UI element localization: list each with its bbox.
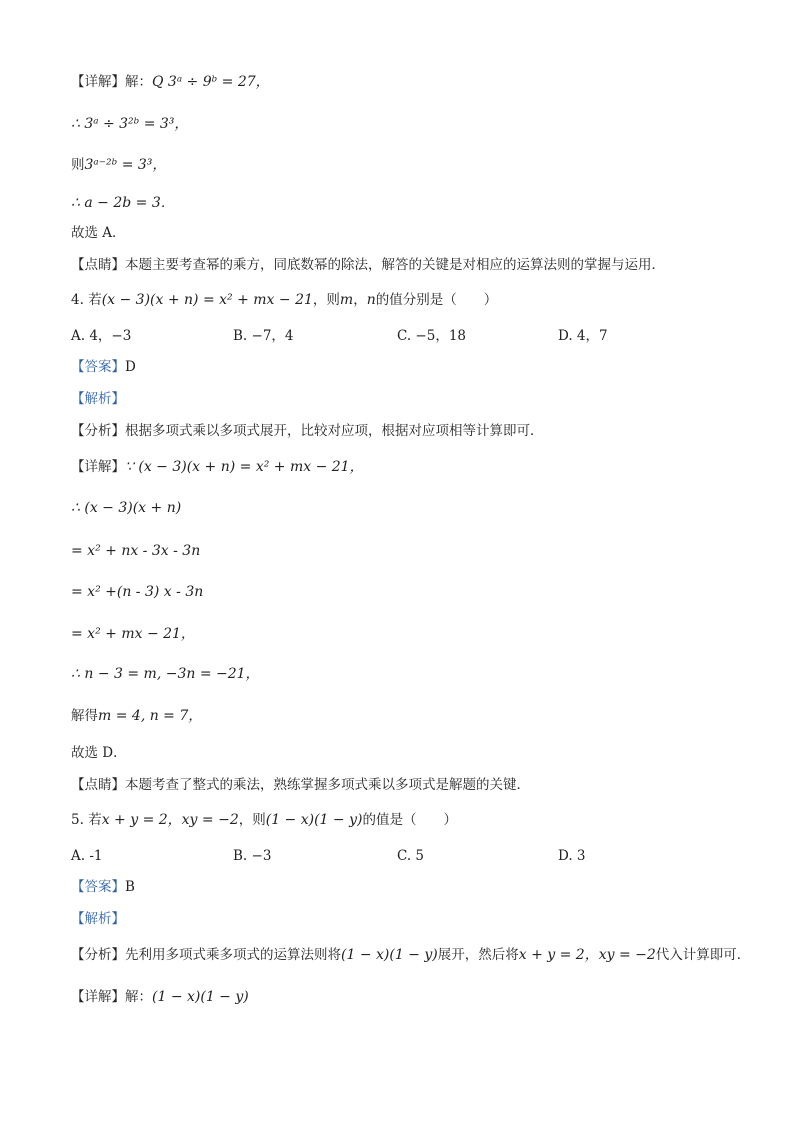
answer-choice-line: 故选 D． <box>71 745 127 761</box>
solution-line-4 <box>71 193 754 213</box>
answer-tag: 【答案】 <box>71 359 125 375</box>
equation: 3ᵃ⁻²ᵇ = 3³， <box>84 157 167 173</box>
detail-tag: 【详解】 <box>71 74 125 90</box>
answer-choice-line: 故选 A． <box>71 225 126 241</box>
option-b: B. −7，4 <box>233 328 294 344</box>
question-5: 5. 若x + y = 2，xy = −2，则(1 − x)(1 − y)的值是（ ） <box>71 812 457 828</box>
analysis-subtag: 【分析】 <box>71 423 125 439</box>
question-number: 4. <box>71 292 84 308</box>
answer-line: 【答案】D <box>71 359 136 375</box>
equation: (1 − x)(1 − y) <box>265 812 363 828</box>
detail-line-4: = x² +(n - 3) x - 3n <box>71 584 204 600</box>
question-4: 4. 若(x − 3)(x + n) = x² + mx − 21，则m，n的值分别是（ ） <box>71 292 498 308</box>
solution-line-2 <box>71 114 754 134</box>
equation: Q 3ᵃ ÷ 9ᵇ = 27， <box>152 74 270 90</box>
answer-line: 【答案】B <box>71 879 135 895</box>
solution-line-3: 则3ᵃ⁻²ᵇ = 3³， <box>71 157 167 173</box>
analysis-tag: 【解析】 <box>71 911 125 927</box>
detail-tag: 【详解】 <box>71 989 125 1005</box>
option-b: B. −3 <box>233 848 272 864</box>
analysis-line: 【分析】先利用多项式乘多项式的运算法则将(1 − x)(1 − y)展开，然后将x + y = 2，xy = −2代入计算即可． <box>71 947 751 963</box>
detail-tag: 【详解】 <box>71 459 125 475</box>
comment-tag: 【点睛】 <box>71 257 125 273</box>
analysis-line: 【分析】根据多项式乘以多项式展开，比较对应项，根据对应项相等计算即可． <box>71 423 544 439</box>
solution-line-1: 【详解】解：Q 3ᵃ ÷ 9ᵇ = 27， <box>71 74 270 90</box>
option-a: A. -1 <box>71 848 103 864</box>
analysis-tag: 【解析】 <box>71 391 125 407</box>
detail-line-1: 【详解】∵ (x − 3)(x + n) = x² + mx − 21， <box>71 459 364 475</box>
option-a: A. 4，−3 <box>71 328 132 344</box>
equation: (x − 3)(x + n) = x² + mx − 21 <box>101 292 313 308</box>
answer-tag: 【答案】 <box>71 879 125 895</box>
option-c: C. 5 <box>397 848 425 864</box>
equation: ∴ a − 2b = 3． <box>71 195 175 211</box>
option-d: D. 4，7 <box>558 328 608 344</box>
option-d: D. 3 <box>558 848 586 864</box>
detail-line-1: 【详解】解：(1 − x)(1 − y) <box>71 989 249 1005</box>
detail-line-3: = x² + nx - 3x - 3n <box>71 543 201 559</box>
detail-line-7: 解得m = 4, n = 7， <box>71 708 203 724</box>
question-number: 5. <box>71 812 84 828</box>
detail-line-5: = x² + mx − 21， <box>71 626 195 642</box>
analysis-subtag: 【分析】 <box>71 947 125 963</box>
equation: x + y = 2，xy = −2 <box>101 812 239 828</box>
comment-line: 【点睛】本题考查了整式的乘法，熟练掌握多项式乘以多项式是解题的关键． <box>71 777 530 793</box>
comment-line: 【点睛】本题主要考查幂的乘方，同底数幂的除法，解答的关键是对相应的运算法则的掌握与运用． <box>71 257 665 273</box>
equation: ∴ 3ᵃ ÷ 3²ᵇ = 3³， <box>71 116 189 132</box>
detail-line-2: ∴ (x − 3)(x + n) <box>71 500 182 516</box>
detail-line-6: ∴ n − 3 = m, −3n = −21， <box>71 666 260 682</box>
option-c: C. −5，18 <box>397 328 467 344</box>
comment-tag: 【点睛】 <box>71 777 125 793</box>
